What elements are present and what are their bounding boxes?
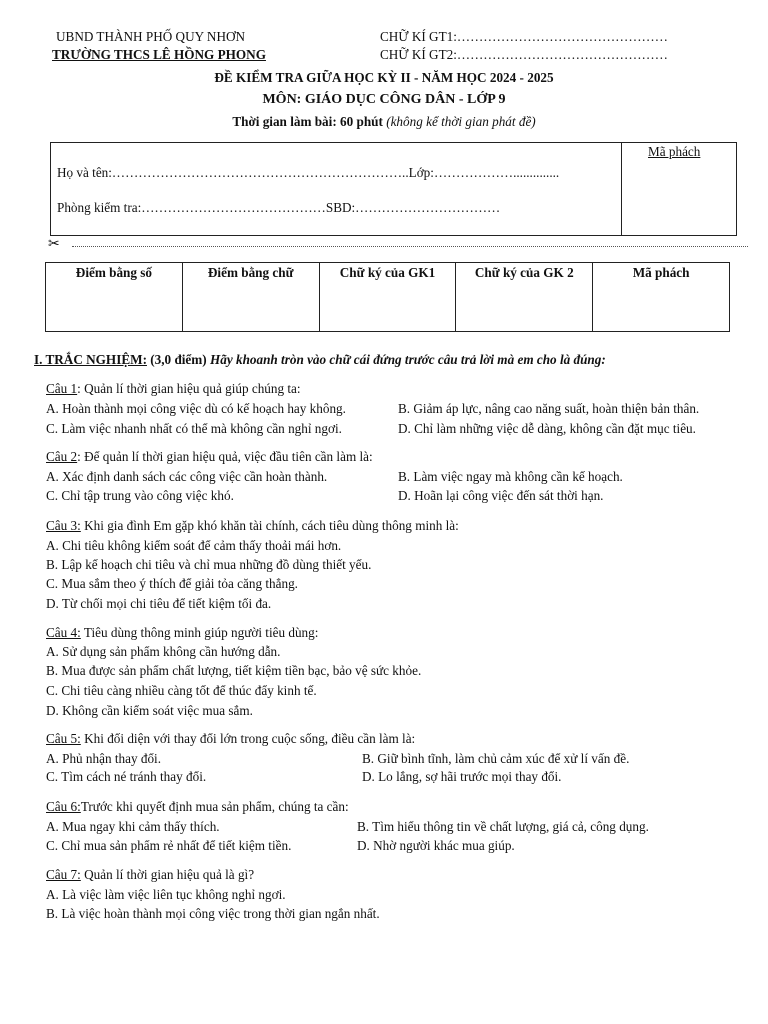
question-3-stem: Câu 3: Khi gia đình Em gặp khó khăn tài chính, cách tiêu dùng thông minh là: — [46, 518, 459, 533]
q3-option-a[interactable]: A. Chi tiêu không kiểm soát để cảm thấy thoải mái hơn. — [46, 538, 342, 553]
question-2-stem: Câu 2: Để quản lí thời gian hiệu quả, việc đầu tiên cần làm là: — [46, 449, 373, 464]
q1-option-b[interactable]: B. Giảm áp lực, nâng cao năng suất, hoàn thiện bản thân. — [398, 401, 700, 416]
q7-option-b[interactable]: B. Là việc hoàn thành mọi công việc trong thời gian ngắn nhất. — [46, 906, 380, 921]
q2-option-b[interactable]: B. Làm việc ngay mà không cần kế hoạch. — [398, 469, 623, 484]
q2-option-a[interactable]: A. Xác định danh sách các công việc cần hoàn thành. — [46, 469, 328, 484]
section-heading — [34, 352, 606, 368]
q1-option-c[interactable]: C. Làm việc nhanh nhất có thể mà không cần nghỉ ngơi. — [46, 421, 342, 436]
q1-option-d[interactable]: D. Chỉ làm những việc dễ dàng, không cần đặt mục tiêu. — [398, 421, 696, 436]
exam-room-field[interactable]: Phòng kiểm tra:……………………………………SBD:…………………………… — [57, 200, 501, 215]
q4-option-c[interactable]: C. Chi tiêu càng nhiều càng tốt để thúc đẩy kinh tế. — [46, 683, 317, 698]
authority-name: UBND THÀNH PHỐ QUY NHƠN — [56, 29, 246, 44]
question-6-stem: Câu 6:Trước khi quyết định mua sản phẩm, chúng ta cần: — [46, 799, 349, 814]
grader2-signature-header: Chữ ký của GK 2 — [456, 263, 593, 332]
q5-option-b[interactable]: B. Giữ bình tĩnh, làm chủ cảm xúc để xử lí vấn đề. — [362, 751, 630, 766]
exam-time — [0, 114, 768, 130]
q3-option-d[interactable]: D. Từ chối mọi chi tiêu để tiết kiệm tối đa. — [46, 596, 272, 611]
exam-time-label: Thời gian làm bài: 60 phút — [232, 114, 383, 129]
score-words-header: Điểm bằng chữ — [182, 263, 319, 332]
q4-option-b[interactable]: B. Mua được sản phẩm chất lượng, tiết kiệm tiền bạc, bảo vệ sức khỏe. — [46, 663, 422, 678]
scissors-icon: ✂ — [48, 237, 60, 252]
q4-option-d[interactable]: D. Không cần kiểm soát việc mua sắm. — [46, 703, 253, 718]
q6-option-c[interactable]: C. Chỉ mua sản phẩm rẻ nhất để tiết kiệm tiền. — [46, 838, 292, 853]
secret-code-header: Mã phách — [593, 263, 730, 332]
q2-option-d[interactable]: D. Hoãn lại công việc đến sát thời hạn. — [398, 488, 604, 503]
grader1-signature-header: Chữ ký của GK1 — [319, 263, 456, 332]
q6-option-a[interactable]: A. Mua ngay khi cảm thấy thích. — [46, 819, 220, 834]
proctor-signature-1: CHỮ KÍ GT1:………………………………………… — [380, 29, 668, 44]
question-5-stem: Câu 5: Khi đối diện với thay đổi lớn trong cuộc sống, điều cần làm là: — [46, 731, 416, 746]
section-points: (3,0 điểm) — [150, 352, 207, 367]
exam-time-note: (không kể thời gian phát đề) — [386, 114, 536, 129]
q6-option-b[interactable]: B. Tìm hiểu thông tin về chất lượng, giá cả, công dụng. — [357, 819, 649, 834]
q5-option-c[interactable]: C. Tìm cách né tránh thay đổi. — [46, 769, 207, 784]
q5-option-d[interactable]: D. Lo lắng, sợ hãi trước mọi thay đổi. — [362, 769, 562, 784]
secret-code-label: Mã phách — [648, 144, 701, 159]
question-7-stem: Câu 7: Quản lí thời gian hiệu quả là gì? — [46, 867, 255, 882]
cut-line — [72, 238, 748, 247]
score-number-header: Điểm bằng số — [46, 263, 183, 332]
student-name-field[interactable]: Họ và tên:…………………………………………………………..Lớp:……………….............. — [57, 165, 560, 180]
q7-option-a[interactable]: A. Là việc làm việc liên tục không nghỉ ngơi. — [46, 887, 286, 902]
q4-option-a[interactable]: A. Sử dụng sản phẩm không cần hướng dẫn. — [46, 644, 281, 659]
q5-option-a[interactable]: A. Phủ nhận thay đổi. — [46, 751, 162, 766]
score-table — [45, 262, 730, 332]
question-4-stem: Câu 4: Tiêu dùng thông minh giúp người tiêu dùng: — [46, 625, 319, 640]
q3-option-c[interactable]: C. Mua sắm theo ý thích để giải tỏa căng thẳng. — [46, 576, 298, 591]
proctor-signature-2: CHỮ KÍ GT2:………………………………………… — [380, 47, 668, 62]
q1-option-a[interactable]: A. Hoàn thành mọi công việc dù có kế hoạch hay không. — [46, 401, 346, 416]
student-info-box — [50, 142, 737, 236]
question-1-stem: Câu 1: Quản lí thời gian hiệu quả giúp chúng ta: — [46, 381, 301, 396]
exam-subject: MÔN: GIÁO DỤC CÔNG DÂN - LỚP 9 — [262, 92, 506, 107]
box-divider — [621, 143, 622, 235]
section-instruction: Hãy khoanh tròn vào chữ cái đứng trước câu trả lời mà em cho là đúng: — [209, 352, 606, 367]
q2-option-c[interactable]: C. Chỉ tập trung vào công việc khó. — [46, 488, 234, 503]
exam-title: ĐỀ KIỂM TRA GIỮA HỌC KỲ II - NĂM HỌC 2024 - 2025 — [214, 70, 554, 85]
section-title: I. TRẮC NGHIỆM: — [34, 352, 147, 367]
q6-option-d[interactable]: D. Nhờ người khác mua giúp. — [357, 838, 515, 853]
q3-option-b[interactable]: B. Lập kế hoạch chi tiêu và chỉ mua những đồ dùng thiết yếu. — [46, 557, 372, 572]
school-name: TRƯỜNG THCS LÊ HỒNG PHONG — [52, 47, 266, 62]
